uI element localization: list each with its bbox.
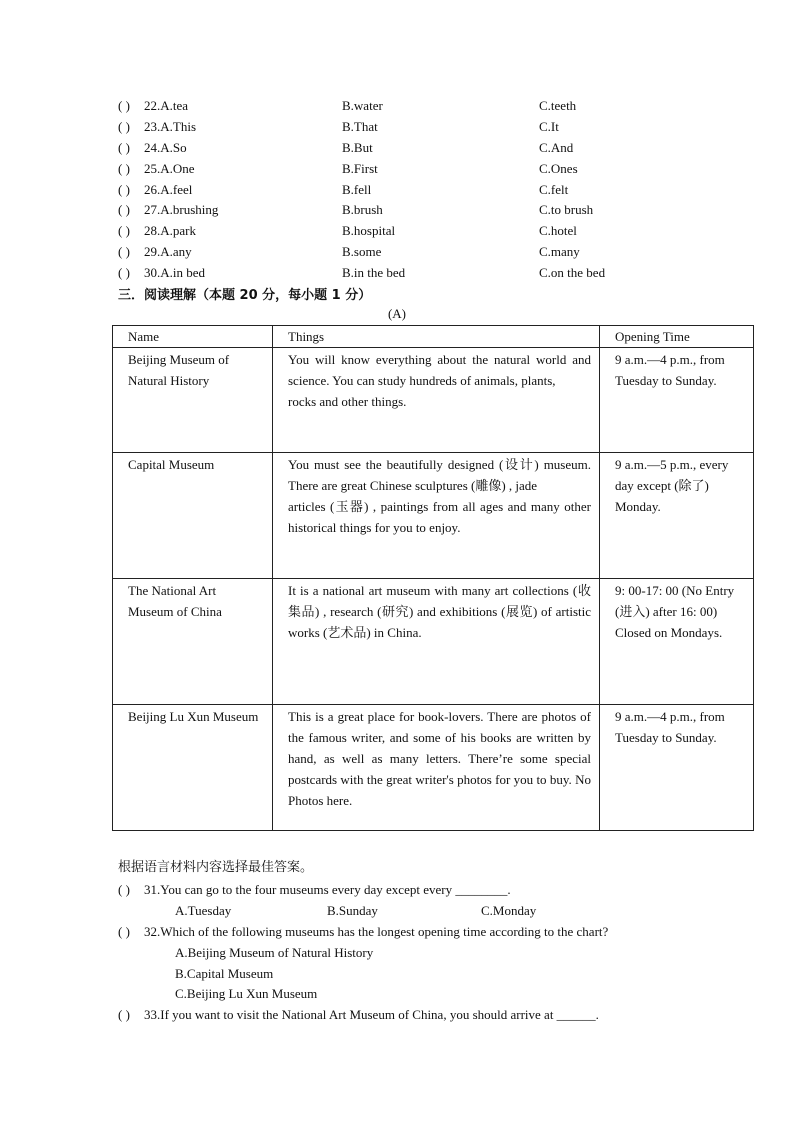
section-title: 三．阅读理解（本题 20 分，每小题 1 分） [118,288,372,303]
option-b: B.fell [342,182,372,197]
table-row [113,453,754,579]
cell-time-text-2: Closed on Mondays. [615,625,723,640]
option-a: 27.A.brushing [144,202,219,217]
option-a: 28.A.park [144,223,196,238]
option-c: C.on the bed [539,265,606,280]
option-a: 30.A.in bed [144,265,206,280]
answer-bracket: ( ) [118,1007,130,1022]
question-stem: 33.If you want to visit the National Art Museum of China, you should arrive at ______. [144,1007,599,1022]
answer-bracket: ( ) [118,244,130,259]
museum-table [112,325,754,831]
answer-bracket: ( ) [118,223,130,238]
answer-bracket: ( ) [118,182,130,197]
option-c: C.teeth [539,98,577,113]
answer-bracket: ( ) [118,924,130,939]
header-things: Things [273,326,600,348]
option-b: B.Sunday [327,903,378,918]
cell-name: Capital Museum [113,453,273,579]
answer-bracket: ( ) [118,161,130,176]
answer-bracket: ( ) [118,202,130,217]
option-b: B.First [342,161,378,176]
option-b: B.some [342,244,382,259]
cell-things-text: This is a great place for book-lovers. There are photos of the famous writer, and some of his books are written by hand, as well as many letters. There’re some special postcards with the great writer's photos for you to buy. No Photos here. [288,709,591,808]
option-b: B.in the bed [342,265,406,280]
cell-things [273,705,600,831]
option-a: 22.A.tea [144,98,189,113]
option-c: C.many [539,244,580,259]
question-stem: 31.You can go to the four museums every day except every ________. [144,882,511,897]
header-opening-time: Opening Time [600,326,754,348]
answer-bracket: ( ) [118,882,130,897]
cell-time: 9 a.m.—4 p.m., from Tuesday to Sunday. [600,348,754,453]
option-b: B.But [342,140,373,155]
cell-things-text-2: articles (玉器) , paintings from all ages and many other historical things for you to enjoy. [288,499,591,535]
option-b: B.hospital [342,223,396,238]
cell-time: 9 a.m.—4 p.m., from Tuesday to Sunday. [600,705,754,831]
option-c: C.Ones [539,161,578,176]
option-c: C.And [539,140,574,155]
option-b: B.Capital Museum [175,966,274,981]
question-stem: 32.Which of the following museums has the longest opening time according to the chart? [144,924,609,939]
instruction-text: 根据语言材料内容选择最佳答案。 [118,860,314,875]
table-row [113,348,754,453]
option-c: C.Beijing Lu Xun Museum [175,986,318,1001]
answer-bracket: ( ) [118,140,130,155]
option-a: 29.A.any [144,244,192,259]
cell-name: Beijing Museum of Natural History [113,348,273,453]
header-name: Name [113,326,273,348]
option-c: C.It [539,119,559,134]
option-c: C.to brush [539,202,594,217]
option-a: A.Tuesday [175,903,232,918]
answer-bracket: ( ) [118,98,130,113]
option-b: B.water [342,98,383,113]
cell-time: 9 a.m.—5 p.m., every day except (除了) Monday. [600,453,754,579]
option-a: 23.A.This [144,119,196,134]
cell-time-text: 9: 00-17: 00 (No Entry (进入) after 16: 00) [615,583,735,619]
option-c: C.Monday [481,903,537,918]
option-a: 25.A.One [144,161,195,176]
cell-things [273,579,600,705]
option-b: B.brush [342,202,383,217]
cell-things-text: You must see the beautifully designed (设计) museum. There are great Chinese sculptures (雕像) , jade [288,457,591,493]
cell-things [273,348,600,453]
cell-name: The National Art Museum of China [113,579,273,705]
cell-things-text: You will know everything about the natural world and science. You can study hundreds of animals, plants, [288,352,591,388]
cell-things-text: It is a national art museum with many art collections (收集品) , research (研究) and exhibitions (展览) of artistic works (艺术品) in China. [288,583,591,640]
table-row [113,705,754,831]
option-c: C.felt [539,182,569,197]
option-b: B.That [342,119,378,134]
answer-bracket: ( ) [118,265,130,280]
option-a: 24.A.So [144,140,187,155]
cell-name: Beijing Lu Xun Museum [113,705,273,831]
cell-things-text-2: rocks and other things. [288,394,407,409]
answer-bracket: ( ) [118,119,130,134]
option-c: C.hotel [539,223,577,238]
option-a: A.Beijing Museum of Natural History [175,945,374,960]
table-row [113,579,754,705]
cell-time [600,579,754,705]
cell-things [273,453,600,579]
passage-label: (A) [387,306,407,321]
table-header-row [113,326,754,348]
option-a: 26.A.feel [144,182,193,197]
